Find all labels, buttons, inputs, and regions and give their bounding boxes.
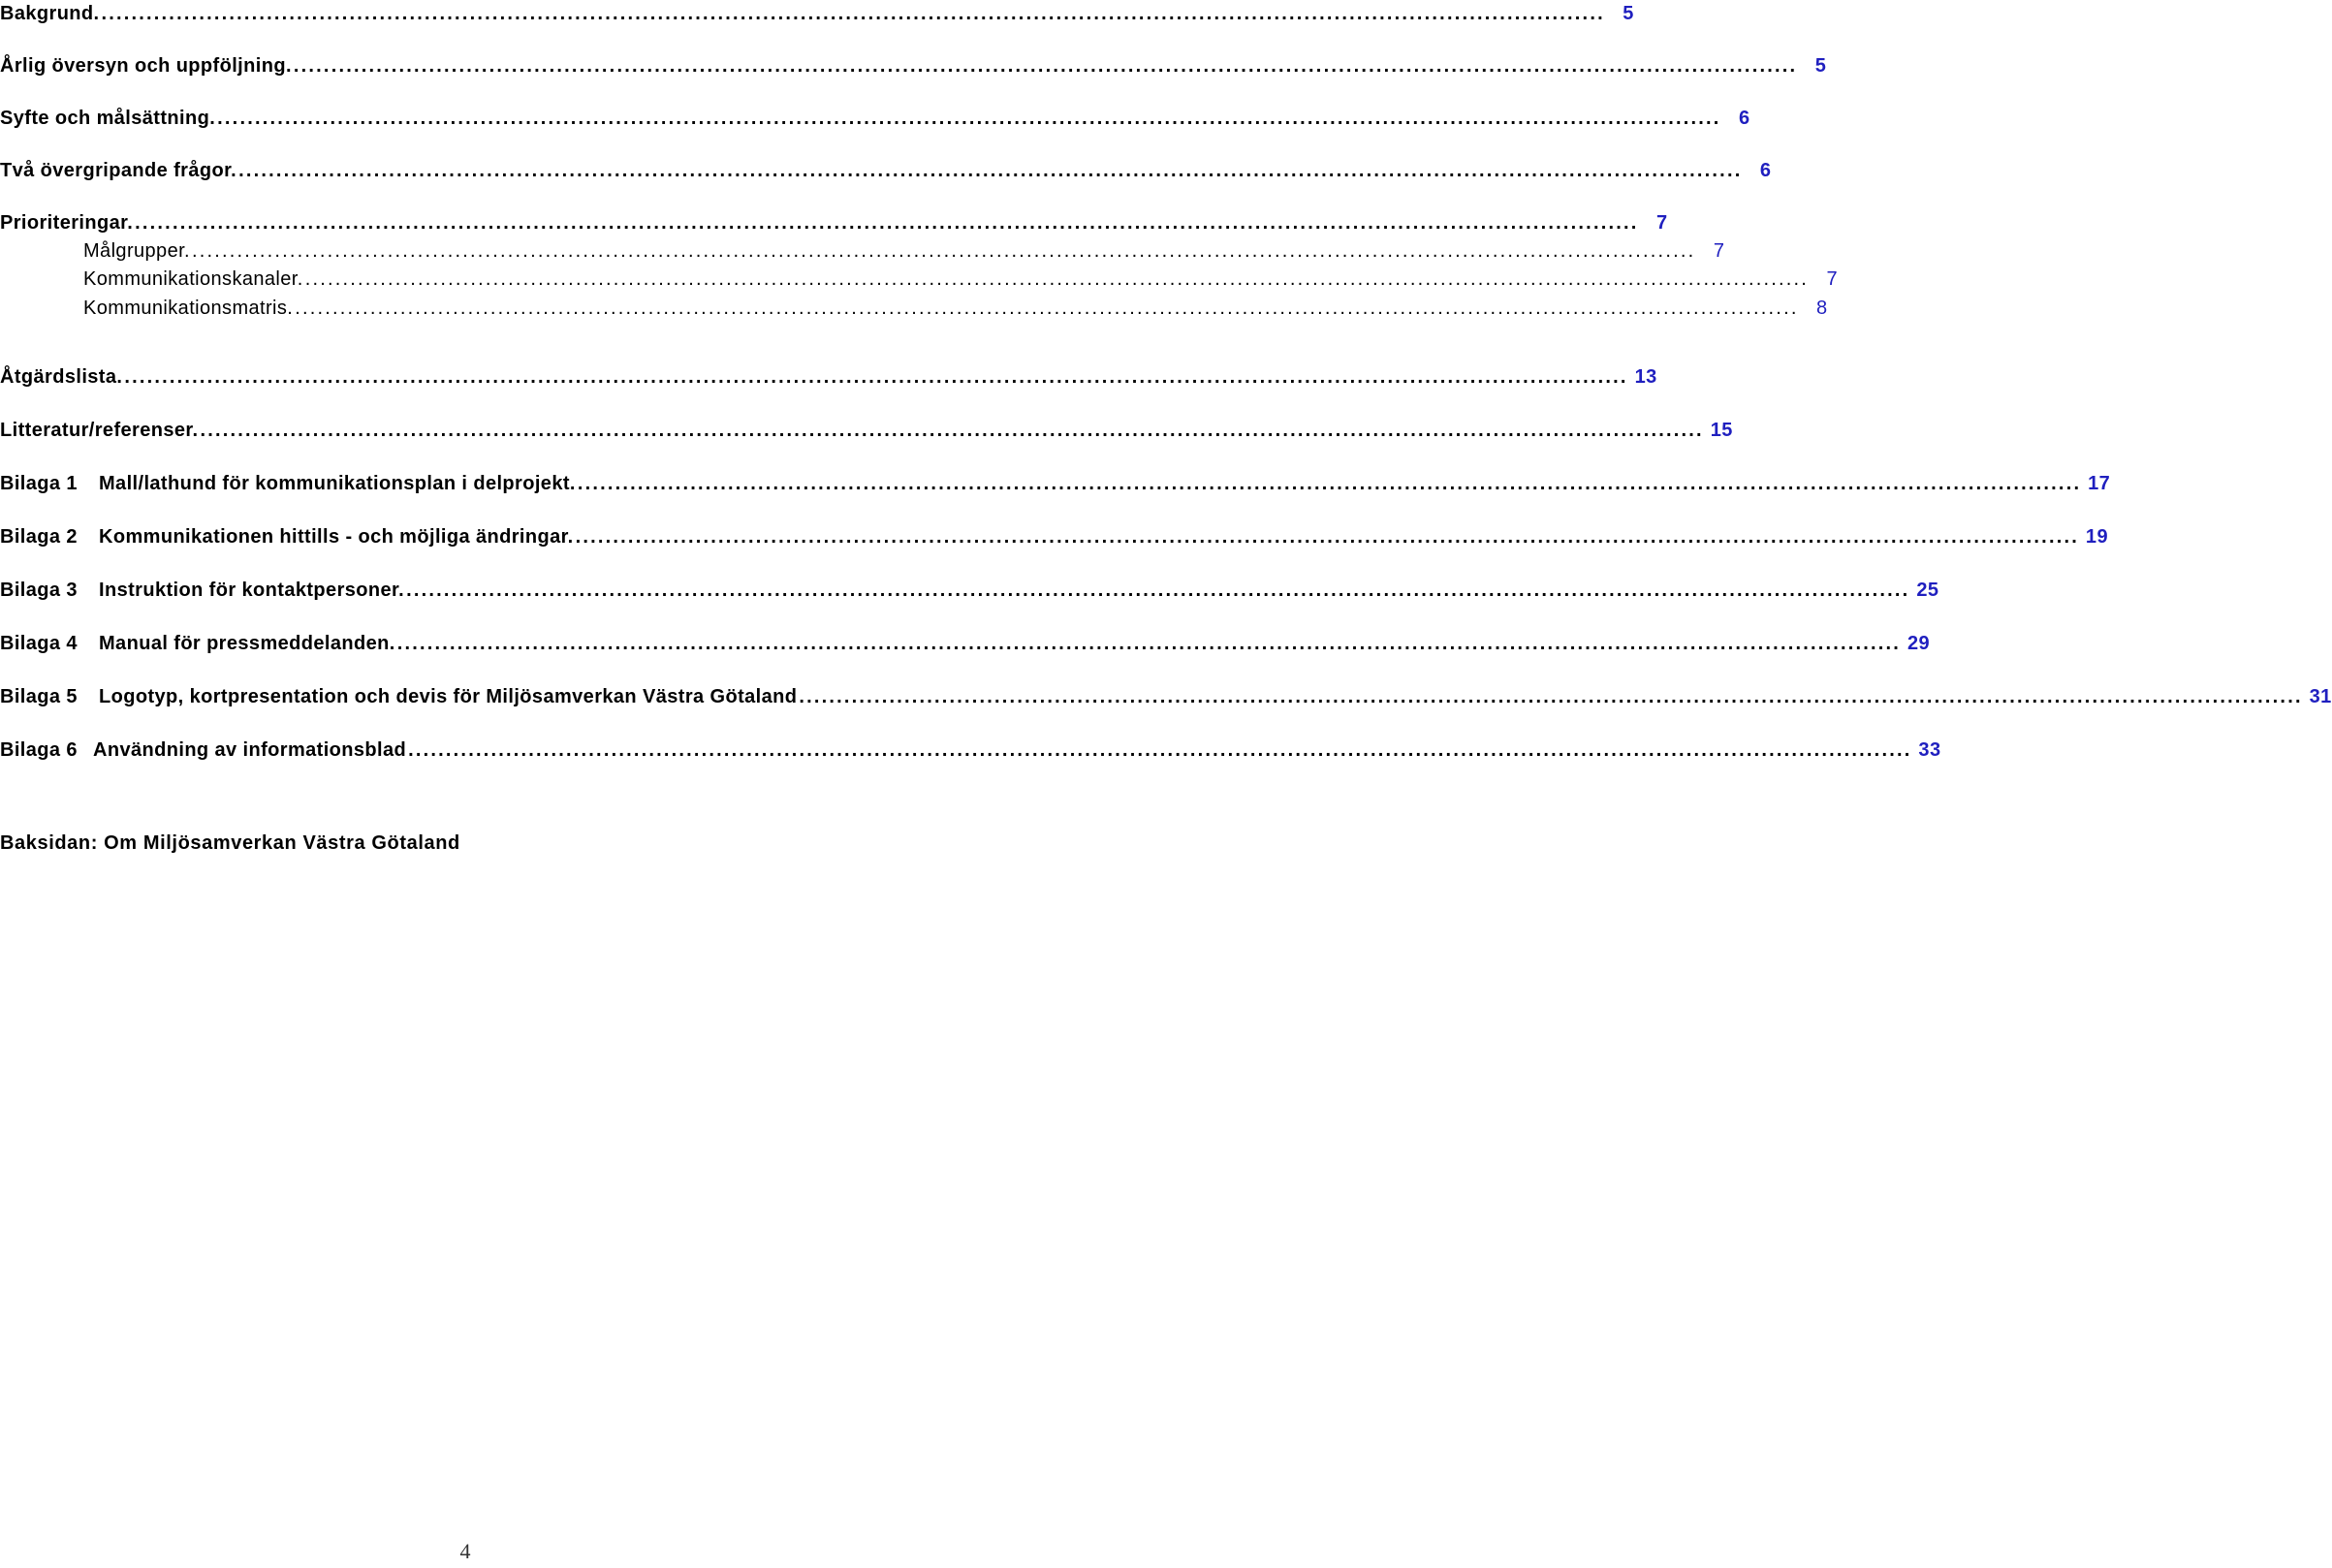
toc-entry-title: Bakgrund. [0, 3, 100, 24]
toc-entry-page-link[interactable]: 7 [1826, 268, 1839, 290]
toc-entry-title: Litteratur/referenser. [0, 420, 199, 441]
toc-entry-page-link[interactable]: 33 [1918, 739, 1941, 761]
bilaga-title: Kommunikationen hittills - och möjliga ändringar. [99, 526, 574, 548]
toc-entry-title [0, 577, 404, 604]
toc-leader-dots: ........................................................................................................................................................................................................ [408, 739, 1912, 761]
bilaga-prefix: Bilaga 2 [0, 526, 78, 548]
toc-entry-title [0, 683, 797, 710]
toc-leader-dots: ........................................................................................................................................................................................................ [192, 240, 1696, 262]
toc-entry-page-link[interactable]: 7 [1655, 212, 1668, 234]
bilaga-prefix: Bilaga 5 [0, 686, 78, 707]
toc-entry-title: Kommunikationskanaler. [83, 268, 303, 290]
page-number: 4 [459, 1539, 471, 1563]
toc-entry-bakgrund[interactable] [0, 0, 1634, 27]
toc-leader-dots: ........................................................................................................................................................................................................ [124, 366, 1628, 388]
toc-entry-arlig-oversyn[interactable] [0, 52, 1827, 79]
toc-entry-bilaga-4[interactable] [0, 630, 1931, 657]
toc-entry-page-link[interactable]: 6 [1738, 108, 1750, 129]
toc-entry-title: Åtgärdslista. [0, 366, 123, 388]
toc-entry-bilaga-6[interactable] [0, 737, 1941, 764]
toc-entry-page-link[interactable]: 29 [1907, 633, 1931, 654]
toc-entry-title [0, 737, 406, 764]
toc-entry-page-link[interactable]: 13 [1634, 366, 1657, 388]
toc-leader-dots: ........................................................................................................................................................................................................ [101, 3, 1605, 24]
toc-entry-title: Årlig översyn och uppföljning. [0, 55, 292, 77]
toc-entry-bilaga-2[interactable] [0, 523, 2108, 550]
bilaga-title: Användning av informationsblad [93, 739, 407, 761]
toc-leader-dots: ........................................................................................................................................................................................................ [295, 298, 1799, 319]
bilaga-title: Mall/lathund för kommunikationsplan i delprojekt. [99, 473, 576, 494]
toc-entry-bilaga-5[interactable] [0, 683, 2332, 710]
toc-entry-page-link[interactable]: 7 [1713, 240, 1725, 262]
toc-leader-dots: ........................................................................................................................................................................................................ [217, 108, 1721, 129]
toc-entry-title: Målgrupper. [83, 240, 191, 262]
toc-entry-tva-fragor[interactable] [0, 157, 1772, 184]
toc-entry-title [0, 470, 576, 497]
toc-leader-dots: ........................................................................................................................................................................................................ [135, 212, 1639, 234]
toc-entry-page-link[interactable]: 15 [1710, 420, 1733, 441]
toc-entry-page-link[interactable]: 19 [2085, 526, 2108, 548]
toc-leader-dots: ........................................................................................................................................................................................................ [575, 526, 2079, 548]
bilaga-title: Logotyp, kortpresentation och devis för Miljösamverkan Västra Götaland [99, 686, 798, 707]
toc-entry-page-link[interactable]: 25 [1916, 580, 1939, 601]
toc-leader-dots: ........................................................................................................................................................................................................ [293, 55, 1798, 77]
toc-leader-dots: ........................................................................................................................................................................................................ [304, 268, 1810, 290]
bilaga-prefix: Bilaga 6 [0, 739, 78, 761]
toc-entry-page-link[interactable]: 17 [2088, 473, 2111, 494]
toc-entry-page-link[interactable]: 6 [1759, 160, 1772, 181]
bilaga-prefix: Bilaga 3 [0, 580, 78, 601]
toc-entry-syfte[interactable] [0, 105, 1750, 132]
toc-leader-dots: ........................................................................................................................................................................................................ [200, 420, 1704, 441]
toc-entry-atgardslista[interactable] [0, 363, 1657, 391]
toc-leader-dots: ........................................................................................................................................................................................................ [577, 473, 2082, 494]
bilaga-prefix: Bilaga 1 [0, 473, 78, 494]
toc-leader-dots: ........................................................................................................................................................................................................ [406, 580, 1910, 601]
bilaga-prefix: Bilaga 4 [0, 633, 78, 654]
toc-entry-title: Syfte och målsättning. [0, 108, 216, 129]
bilaga-title: Instruktion för kontaktpersoner. [99, 580, 405, 601]
toc-entry-page-link[interactable]: 5 [1623, 3, 1634, 24]
toc-entry-kommunikationskanaler[interactable] [0, 266, 1839, 293]
toc-entry-page-link[interactable]: 31 [2309, 686, 2332, 707]
back-cover-note: Baksidan: Om Miljösamverkan Västra Götaland [0, 832, 460, 854]
toc-leader-dots: ........................................................................................................................................................................................................ [799, 686, 2303, 707]
toc-leader-dots: ........................................................................................................................................................................................................ [238, 160, 1743, 181]
toc-entry-litteratur[interactable] [0, 417, 1733, 444]
toc-entry-title: Kommunikationsmatris. [83, 298, 294, 319]
toc-entry-title [0, 630, 395, 657]
toc-entry-page-link[interactable]: 8 [1816, 298, 1828, 319]
toc-entry-title [0, 523, 574, 550]
toc-entry-kommunikationsmatris[interactable] [0, 295, 1828, 322]
toc-entry-bilaga-3[interactable] [0, 577, 1939, 604]
bilaga-title: Manual för pressmeddelanden. [99, 633, 395, 654]
toc-entry-title: Prioriteringar. [0, 212, 134, 234]
toc-entry-bilaga-1[interactable] [0, 470, 2111, 497]
toc-entry-malgrupper[interactable] [0, 237, 1725, 265]
toc-entry-title: Två övergripande frågor. [0, 160, 237, 181]
toc-entry-prioriteringar[interactable] [0, 209, 1668, 236]
toc-entry-page-link[interactable]: 5 [1814, 55, 1827, 77]
toc-leader-dots: ........................................................................................................................................................................................................ [396, 633, 1902, 654]
